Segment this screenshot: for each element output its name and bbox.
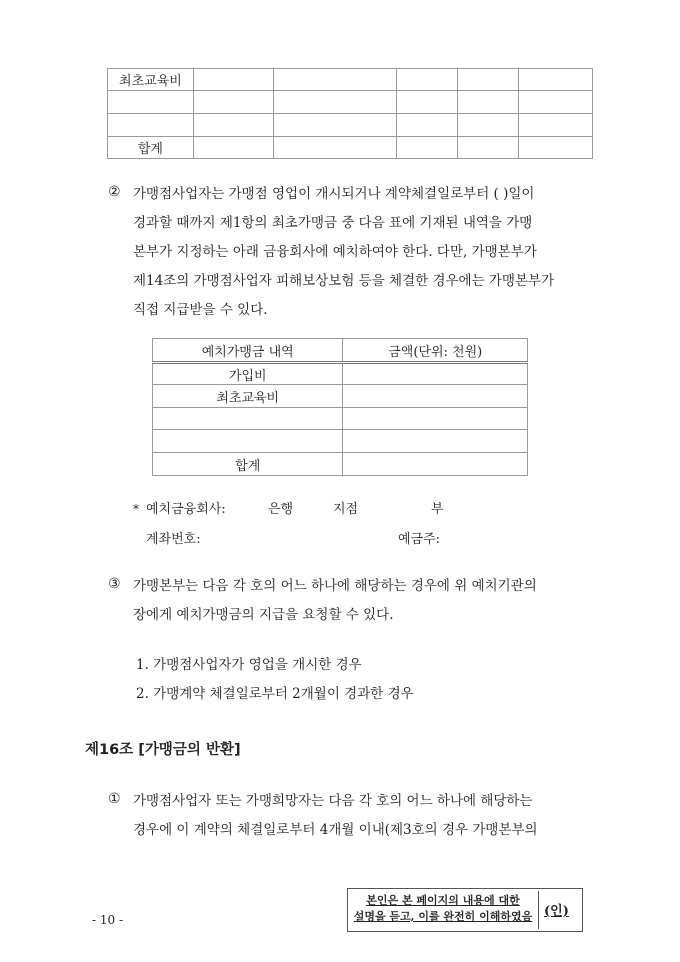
text-line: 가맹점사업자 또는 가맹희망자는 다음 각 호의 어느 하나에 해당하는 — [133, 793, 533, 809]
holder-label: 예금주: — [398, 532, 441, 547]
confirmation-line-1: 본인은 본 페이지의 내용에 대한 — [366, 894, 520, 907]
column-header: 예치가맹금 내역 — [153, 339, 343, 363]
table-cell: 합계 — [108, 137, 194, 159]
bank-label: 은행 — [268, 502, 294, 517]
list-item: 1. 가맹점사업자가 영업을 개시한 경우 — [136, 657, 362, 673]
table-cell: 최초교육비 — [153, 385, 343, 408]
table-cell: 합계 — [153, 453, 343, 476]
top-table-row — [108, 114, 593, 137]
confirmation-box — [347, 888, 583, 932]
deposit-table-header — [153, 339, 528, 363]
note-star: * — [133, 502, 139, 516]
paragraph-2 — [133, 180, 585, 209]
text-line: 경우에 이 계약의 체결일로부터 4개월 이내(제3호의 경우 가맹본부의 — [133, 822, 538, 838]
text-line: 본부가 지정하는 아래 금융회사에 예치하여야 한다. 다만, 가맹본부가 — [133, 244, 537, 260]
top-table-row — [108, 137, 593, 159]
table-row — [153, 363, 528, 385]
article-paragraph-1 — [133, 787, 585, 845]
table-row — [153, 385, 528, 408]
paragraph-marker: ③ — [108, 576, 121, 592]
confirmation-line-2: 설명을 듣고, 이를 완전히 이해하였음 — [353, 910, 533, 923]
page-number: - 10 - — [92, 913, 124, 927]
dept-label: 부 — [431, 502, 444, 517]
paragraph-marker: ① — [108, 791, 121, 807]
table-row — [153, 408, 528, 430]
text-line: 가맹점사업자는 가맹점 영업이 개시되거나 계약체결일로부터 ( )일이 — [133, 186, 535, 202]
deposit-table — [152, 338, 528, 476]
top-table-row — [108, 69, 593, 91]
text-line: 장에게 예치가맹금의 지급을 요청할 수 있다. — [133, 607, 394, 623]
article-title: 제16조 [가맹금의 반환] — [85, 742, 241, 758]
confirmation-text — [348, 891, 539, 929]
paragraph-marker: ② — [108, 184, 121, 200]
list-item: 2. 가맹계약 체결일로부터 2개월이 경과한 경우 — [136, 686, 414, 702]
paragraph-3 — [133, 572, 585, 630]
table-cell: 가입비 — [153, 363, 343, 385]
table-cell: 최초교육비 — [108, 69, 194, 91]
top-table-row — [108, 91, 593, 114]
institution-label: 예치금융회사: — [146, 502, 226, 517]
top-table — [107, 68, 593, 159]
table-row — [153, 430, 528, 453]
column-header: 금액(단위: 천원) — [343, 339, 528, 363]
text-line: 가맹본부는 다음 각 호의 어느 하나에 해당하는 경우에 위 예치기관의 — [133, 578, 537, 594]
account-label: 계좌번호: — [146, 532, 201, 547]
table-row — [153, 453, 528, 476]
text-line: 제14조의 가맹점사업자 피해보상보험 등을 체결한 경우에는 가맹본부가 — [133, 273, 555, 289]
seal-mark: (인) — [544, 904, 569, 919]
branch-label: 지점 — [333, 502, 359, 517]
paragraph-2-cont — [133, 209, 585, 325]
text-line: 경과할 때까지 제1항의 최초가맹금 중 다음 표에 기재된 내역을 가맹 — [133, 215, 533, 231]
text-line: 직접 지급받을 수 있다. — [133, 302, 268, 318]
